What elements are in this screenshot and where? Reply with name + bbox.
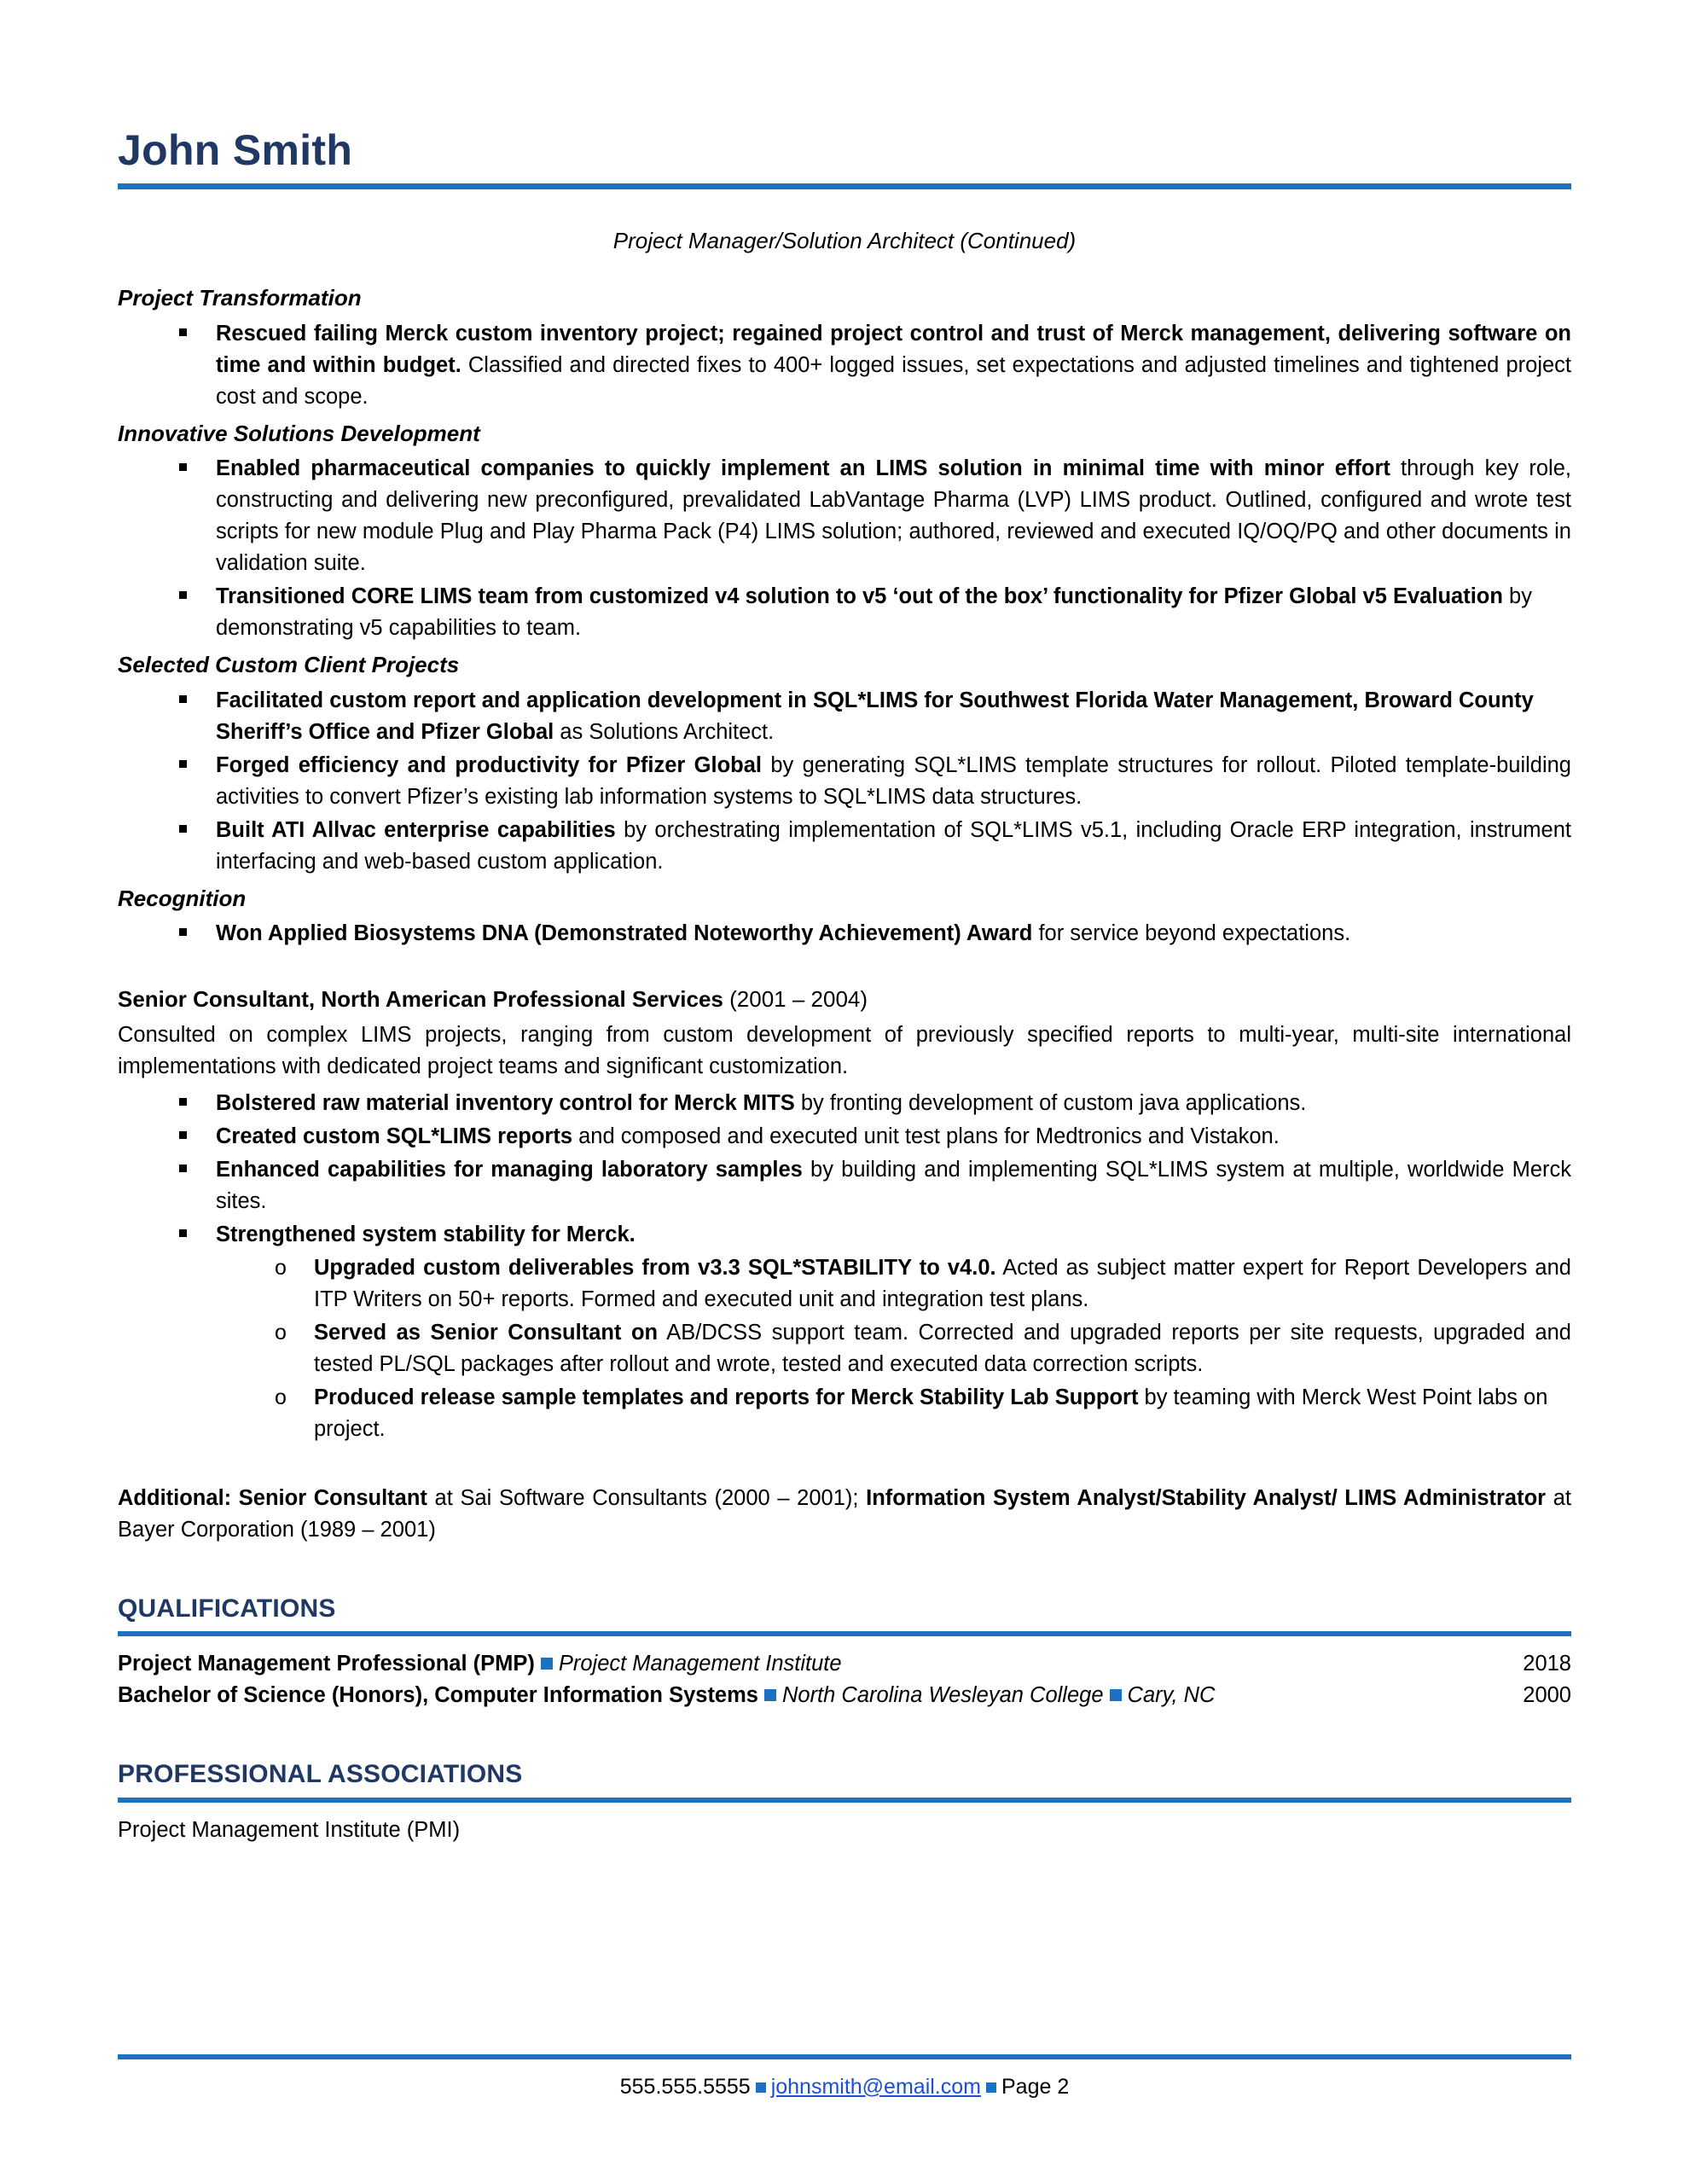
section-heading-professional-associations: PROFESSIONAL ASSOCIATIONS <box>118 1760 523 1789</box>
additional-label-2: Information System Analyst/Stability Analyst/ LIMS Administrator <box>866 1485 1547 1510</box>
bullet-list-selected-projects <box>118 685 1571 878</box>
category-heading-innovative-solutions: Innovative Solutions Development <box>118 420 480 446</box>
category-heading-selected-projects: Selected Custom Client Projects <box>118 652 460 678</box>
job-summary: Consulted on complex LIMS projects, ranging from custom development of previously specified reports to multi-year, multi-site international implementations with dedicated project teams and significant customization. <box>118 1023 1571 1079</box>
bullet-text: by orchestrating implementation of SQL*LIMS v5.1, including Oracle ERP integration, instrument interfacing and web-based custom application. <box>216 817 1571 874</box>
square-bullet-icon <box>179 815 187 846</box>
square-bullet-icon <box>179 1121 187 1153</box>
list-item <box>118 1382 1571 1445</box>
header-subtitle: Project Manager/Solution Architect (Continued) <box>612 227 1077 253</box>
association-item: Project Management Institute (PMI) <box>118 1817 461 1842</box>
category-heading-project-transformation: Project Transformation <box>118 285 362 311</box>
square-bullet-icon <box>179 1154 187 1186</box>
list-item <box>118 685 1571 748</box>
square-bullet-icon <box>179 918 187 950</box>
category-heading-recognition: Recognition <box>118 885 247 911</box>
header-divider <box>118 183 1571 189</box>
blue-square-separator-icon <box>541 1658 553 1670</box>
list-item <box>118 1219 1571 1251</box>
bullet-lead-in: Enhanced capabilities for managing laboratory samples <box>216 1158 803 1182</box>
institution-name: Project Management Institute <box>558 1652 842 1676</box>
bullet-lead-in: Produced release sample templates and reports for Merck Stability Lab Support <box>314 1385 1139 1409</box>
blue-square-separator-icon <box>986 2082 996 2093</box>
list-item <box>118 750 1571 813</box>
job-title-text: Senior Consultant, North American Professional Services <box>118 986 723 1013</box>
qualifications-body <box>118 1648 1571 1711</box>
bullet-lead-in: Enabled pharmaceutical companies to quickly implement an LIMS solution in minimal time with minor effort <box>216 456 1390 481</box>
bullet-lead-in: Rescued failing Merck custom inventory project; regained project control and trust of Merck management, delivering software on time and within budget. <box>216 321 1571 377</box>
additional-experience <box>118 1483 1571 1546</box>
institution-location: Cary, NC <box>1127 1683 1216 1708</box>
associations-body <box>118 1815 1571 1846</box>
institution-name: North Carolina Wesleyan College <box>781 1683 1104 1708</box>
bullet-text: Classified and directed fixes to 400+ logged issues, set expectations and adjusted timelines and tightened project cost and scope. <box>216 352 1572 409</box>
resume-header <box>118 128 1571 257</box>
bullet-text: by generating SQL*LIMS template structures for rollout. Piloted template-building activities to convert Pfizer’s existing lab information systems to SQL*LIMS data structures. <box>216 752 1571 809</box>
list-item <box>118 815 1571 878</box>
list-item <box>118 318 1571 413</box>
section-heading-qualifications: QUALIFICATIONS <box>118 1594 336 1623</box>
qualification-row <box>118 1648 1571 1680</box>
bullet-text: for service beyond expectations. <box>1032 921 1351 946</box>
blue-square-separator-icon <box>756 2082 766 2093</box>
bullet-text: through key role, constructing and delivering new preconfigured, prevalidated LabVantage Pharma (LVP) LIMS product. Outlined, configured and wrote test scripts for new module Plug and Play Pharma Pack (P4) LIMS solution; authored, reviewed and executed IQ/OQ/PQ and other documents in validation suite. <box>216 456 1571 576</box>
footer-contact-line <box>118 2071 1571 2102</box>
list-item <box>118 1317 1571 1380</box>
bullet-text: by demonstrating v5 capabilities to team. <box>216 584 1532 641</box>
page-number: Page 2 <box>1001 2074 1070 2099</box>
bullet-text: and composed and executed unit test plans for Medtronics and Vistakon. <box>572 1124 1280 1149</box>
list-item <box>118 453 1571 579</box>
qualification-year: 2018 <box>1523 1652 1571 1676</box>
page-footer <box>118 2054 1571 2102</box>
circle-bullet-icon: o <box>275 1320 287 1345</box>
bullet-lead-in: Forged efficiency and productivity for Pfizer Global <box>216 752 762 777</box>
square-bullet-icon <box>179 1088 187 1119</box>
job-title <box>118 984 1571 1016</box>
bullet-list-project-transformation <box>118 318 1571 413</box>
square-bullet-icon <box>179 318 187 350</box>
bullet-lead-in: Transitioned CORE LIMS team from customized v4 solution to v5 ‘out of the box’ functionality for Pfizer Global v5 Evaluation <box>216 584 1503 609</box>
square-bullet-icon <box>179 581 187 613</box>
bullet-lead-in: Built ATI Allvac enterprise capabilities <box>216 817 616 842</box>
section-divider-associations <box>118 1798 1571 1803</box>
bullet-text: AB/DCSS support team. Corrected and upgraded reports per site requests, upgraded and tested PL/SQL packages after rollout and wrote, tested and executed data correction scripts. <box>314 1320 1571 1376</box>
list-item <box>118 581 1571 644</box>
list-item <box>118 918 1571 950</box>
blue-square-separator-icon <box>1110 1689 1122 1701</box>
bullet-list-recognition <box>118 918 1571 950</box>
list-item <box>118 1252 1571 1316</box>
page-title: John Smith <box>118 126 353 174</box>
bullet-lead-in: Created custom SQL*LIMS reports <box>216 1124 572 1149</box>
qualification-detail <box>118 1680 1215 1711</box>
bullet-lead-in: Facilitated custom report and application development in SQL*LIMS for Southwest Florida Water Management, Broward County Sheriff’s Office and Pfizer Global <box>216 688 1534 744</box>
list-item <box>118 1154 1571 1217</box>
bullet-text: Acted as subject matter expert for Report Developers and ITP Writers on 50+ reports. Formed and executed unit and integration test plans. <box>314 1255 1571 1311</box>
additional-text-2: at Bayer Corporation (1989 – 2001) <box>118 1485 1571 1542</box>
qualification-row <box>118 1680 1571 1711</box>
circle-bullet-icon: o <box>275 1255 287 1280</box>
list-item <box>118 1121 1571 1153</box>
subbullet-list-merck-stability <box>118 1252 1571 1445</box>
section-divider-qualifications <box>118 1631 1571 1636</box>
bullet-text: as Solutions Architect. <box>554 719 775 744</box>
phone-number: 555.555.5555 <box>619 2074 751 2099</box>
bullet-lead-in: Won Applied Biosystems DNA (Demonstrated Noteworthy Achievement) Award <box>216 921 1033 946</box>
qualification-year: 2000 <box>1523 1683 1571 1708</box>
circle-bullet-icon: o <box>275 1385 287 1409</box>
blue-square-separator-icon <box>764 1689 776 1701</box>
bullet-lead-in: Upgraded custom deliverables from v3.3 SQL*STABILITY to v4.0. <box>314 1255 996 1280</box>
square-bullet-icon <box>179 685 187 717</box>
list-item <box>118 1088 1571 1119</box>
bullet-lead-in: Bolstered raw material inventory control for Merck MITS <box>216 1091 795 1116</box>
bullet-list-senior-consultant <box>118 1088 1571 1251</box>
bullet-lead-in: Served as Senior Consultant on <box>314 1320 659 1345</box>
bullet-text: by building and implementing SQL*LIMS system at multiple, worldwide Merck sites. <box>216 1158 1572 1213</box>
bullet-lead-in: Strengthened system stability for Merck. <box>216 1222 636 1246</box>
bullet-text: by teaming with Merck West Point labs on project. <box>314 1385 1548 1441</box>
additional-text-1: at Sai Software Consultants (2000 – 2001); <box>427 1485 867 1510</box>
additional-label-1: Additional: Senior Consultant <box>118 1485 427 1510</box>
bullet-list-innovative-solutions <box>118 453 1571 644</box>
qualification-detail <box>118 1648 842 1680</box>
email-link[interactable]: johnsmith@email.com <box>770 2074 981 2099</box>
square-bullet-icon <box>179 453 187 485</box>
square-bullet-icon <box>179 1219 187 1251</box>
credential-name: Bachelor of Science (Honors), Computer Information Systems <box>118 1683 758 1708</box>
square-bullet-icon <box>179 750 187 781</box>
bullet-text: by fronting development of custom java applications. <box>794 1091 1307 1116</box>
credential-name: Project Management Professional (PMP) <box>118 1652 535 1676</box>
job-dates: (2001 – 2004) <box>723 986 868 1013</box>
footer-divider <box>118 2054 1571 2059</box>
